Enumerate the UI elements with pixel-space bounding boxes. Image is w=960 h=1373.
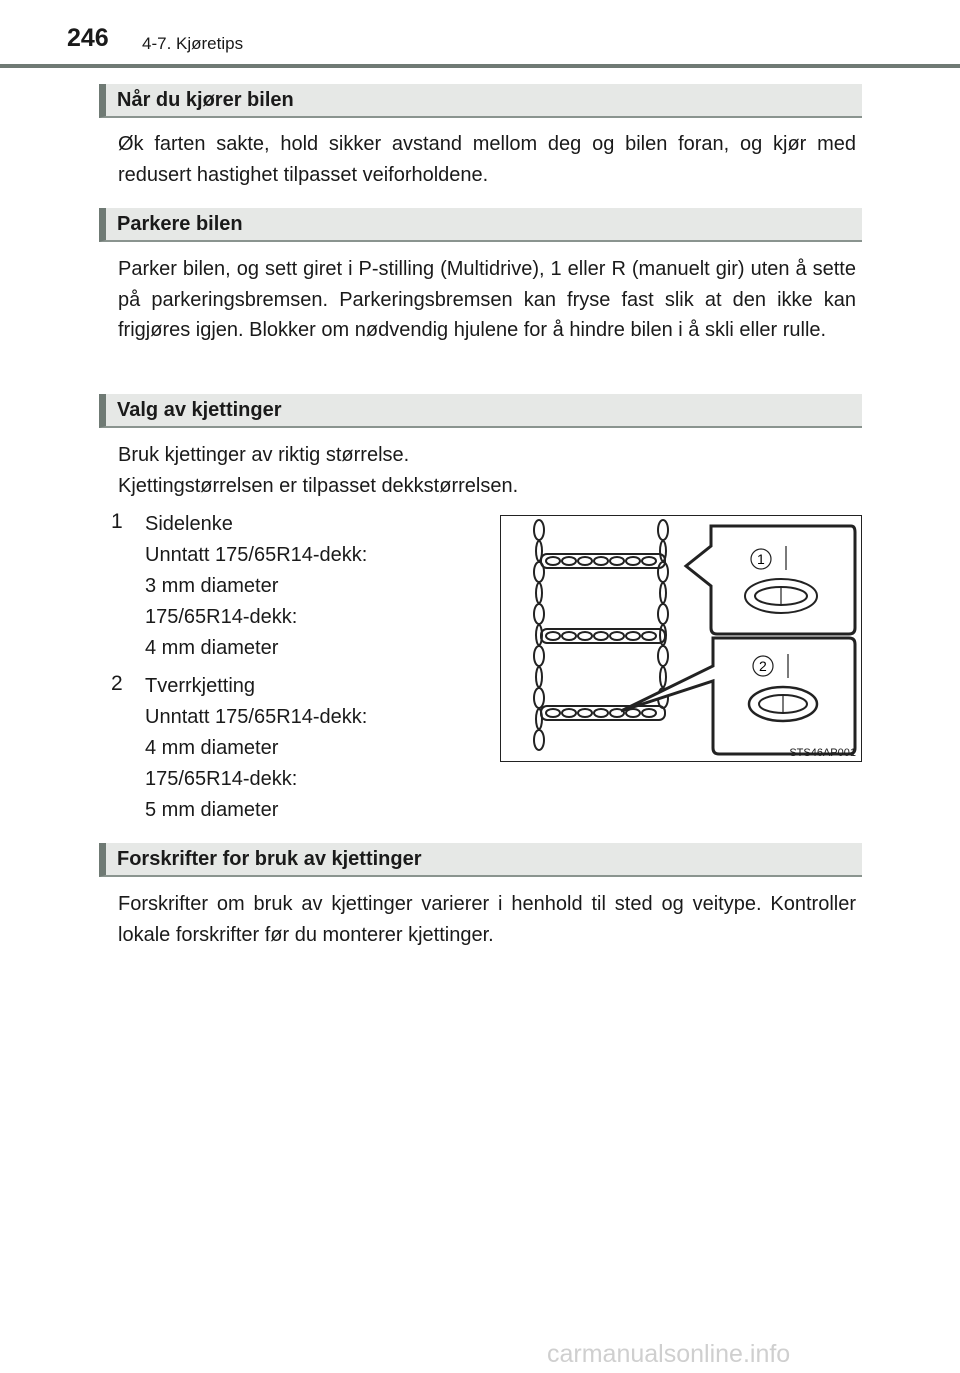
item-2-line: Unntatt 175/65R14-dekk:: [145, 706, 368, 728]
paragraph-parking: Parker bilen, og sett giret i P-stilling (Multidrive), 1 eller R (manuelt gir) uten å sette på parkeringsbremsen. Parkeringsbremsen kan fryse fast slik at den ikke kan frigjøres igjen. Blokker om nødvendig hjulene for å hindre bilen i å skli eller rulle.: [118, 258, 856, 341]
heading-chains: [99, 394, 862, 428]
heading-parking: [99, 208, 862, 242]
paragraph-regulations: Forskrifter om bruk av kjettinger varierer i henhold til sted og veitype. Kontroller lokale forskrifter før du monterer kjettinger.: [118, 893, 856, 946]
heading-driving: [99, 84, 862, 118]
paragraph-driving: Øk farten sakte, hold sikker avstand mellom deg og bilen foran, og kjør med redusert hastighet tilpasset veiforholdene.: [118, 133, 856, 186]
heading-regulations: [99, 843, 862, 877]
item-1-line: Sidelenke: [145, 513, 233, 535]
item-2-number: 2: [111, 672, 123, 695]
header-divider: [0, 64, 960, 68]
item-1-line: 175/65R14-dekk:: [145, 606, 298, 628]
item-2-line: 175/65R14-dekk:: [145, 768, 298, 790]
item-1-number: 1: [111, 510, 123, 533]
watermark: carmanualsonline.info: [547, 1340, 791, 1368]
item-1-side-chain: [145, 509, 367, 664]
item-1-line: 4 mm diameter: [145, 637, 279, 659]
figure-code: STS46AP001: [789, 747, 856, 759]
item-1-line: 3 mm diameter: [145, 575, 279, 597]
item-2-line: 4 mm diameter: [145, 737, 279, 759]
item-2-line: 5 mm diameter: [145, 799, 279, 821]
page-number: 246: [67, 24, 109, 52]
heading-chains-text: Valg av kjettinger: [117, 399, 282, 421]
item-1-line: Unntatt 175/65R14-dekk:: [145, 544, 368, 566]
chains-line-2: Kjettingstørrelsen er tilpasset dekkstørrelsen.: [118, 475, 519, 497]
chain-drawing: [501, 516, 861, 761]
chain-illustration: [500, 515, 862, 762]
figure-callout-2: 2: [759, 658, 767, 674]
heading-regulations-text: Forskrifter for bruk av kjettinger: [117, 848, 422, 870]
item-2-cross-chain: [145, 671, 367, 826]
chains-line-1: Bruk kjettinger av riktig størrelse.: [118, 444, 410, 466]
figure-callout-1: 1: [757, 551, 765, 567]
heading-parking-text: Parkere bilen: [117, 213, 243, 235]
heading-driving-text: Når du kjører bilen: [117, 89, 294, 111]
item-2-line: Tverrkjetting: [145, 675, 256, 697]
section-label: 4-7. Kjøretips: [142, 34, 244, 53]
